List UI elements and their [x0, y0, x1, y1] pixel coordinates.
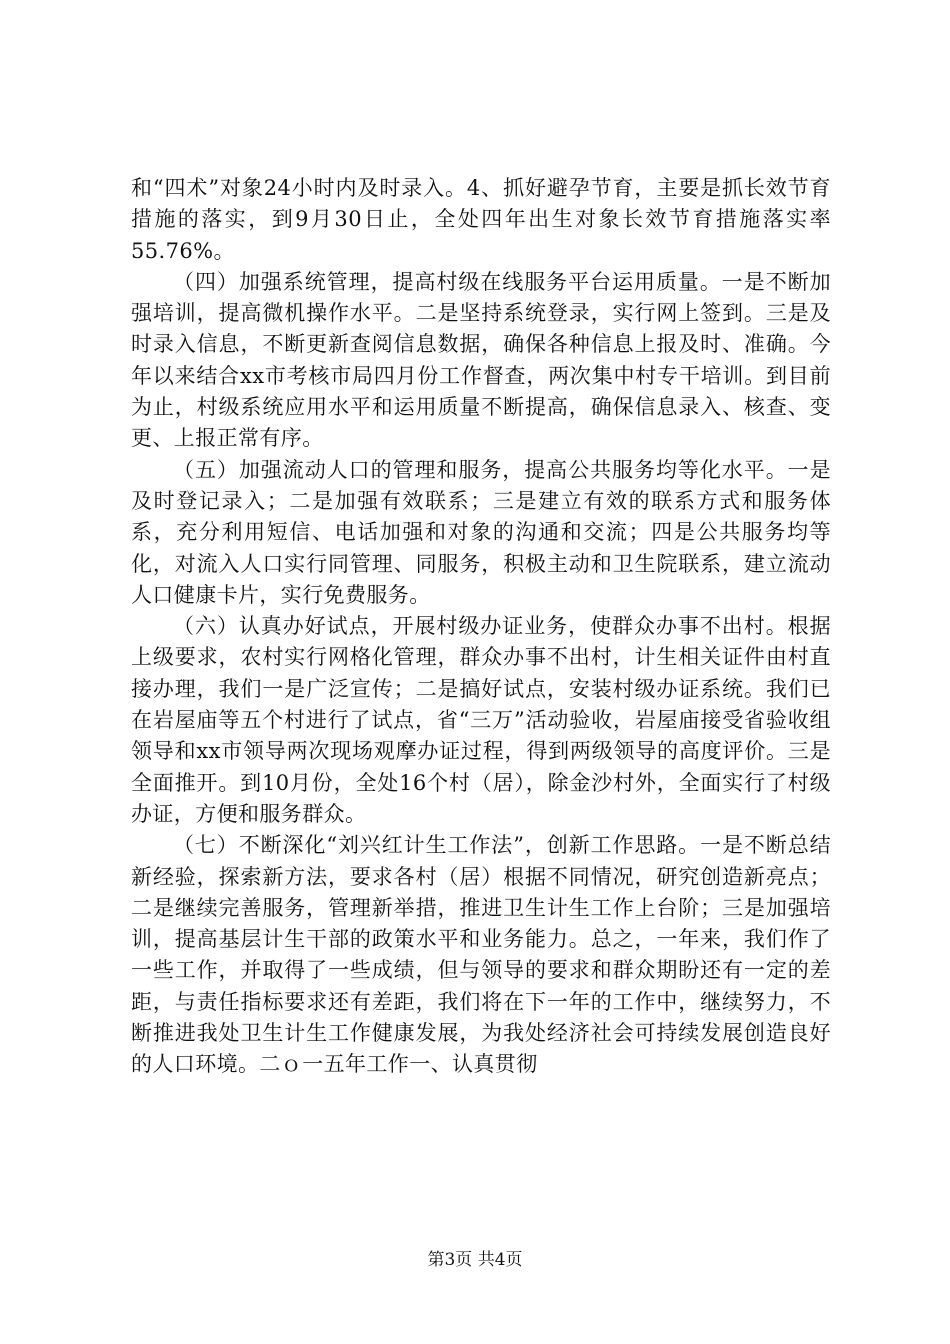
paragraph-continuation: 和“四术”对象24小时内及时录入。4、抓好避孕节育，主要是抓长效节育措施的落实，到9月30日止，全处四年出生对象长效节育措施落实率55.76%。: [131, 176, 831, 263]
paragraph-section-5: （五）加强流动人口的管理和服务，提高公共服务均等化水平。一是及时登记录入；二是加强有效联系；三是建立有效的联系方式和服务体系，充分利用短信、电话加强和对象的沟通和交流；四是公共服务均等化，对流入人口实行同管理、同服务，积极主动和卫生院联系，建立流动人口健康卡片，实行免费服务。: [131, 457, 831, 607]
paragraph-section-6: （六）认真办好试点，开展村级办证业务，使群众办事不出村。根据上级要求，农村实行网格化管理，群众办事不出村，计生相关证件由村直接办理，我们一是广泛宣传；二是搞好试点，安装村级办证系统。我们已在岩屋庙等五个村进行了试点，省“三万”活动验收，岩屋庙接受省验收组领导和xx市领导两次现场观摩办证过程，得到两级领导的高度评价。三是全面推开。到10月份，全处16个村（居），除金沙村外，全面实行了村级办证，方便和服务群众。: [131, 614, 831, 826]
paragraph-section-4: （四）加强系统管理，提高村级在线服务平台运用质量。一是不断加强培训，提高微机操作水平。二是坚持系统登录，实行网上签到。三是及时录入信息，不断更新查阅信息数据，确保各种信息上报及时、准确。今年以来结合xx市考核市局四月份工作督查，两次集中村专干培训。到目前为止，村级系统应用水平和运用质量不断提高，确保信息录入、核查、变更、上报正常有序。: [131, 269, 831, 451]
page-footer: 第3页 共4页: [427, 1250, 523, 1270]
document-body: [131, 173, 831, 1081]
paragraph-section-7: （七）不断深化“刘兴红计生工作法”，创新工作思路。一是不断总结新经验，探索新方法，要求各村（居）根据不同情况，研究创造新亮点；二是继续完善服务，管理新举措，推进卫生计生工作上台阶；三是加强培训，提高基层计生干部的政策水平和业务能力。总之，一年来，我们作了一些工作，并取得了一些成绩，但与领导的要求和群众期盼还有一定的差距，与责任指标要求还有差距，我们将在下一年的工作中，继续努力，不断推进我处卫生计生工作健康发展，为我处经济社会可持续发展创造良好的人口环境。二ｏ一五年工作一、认真贯彻: [131, 833, 831, 1077]
